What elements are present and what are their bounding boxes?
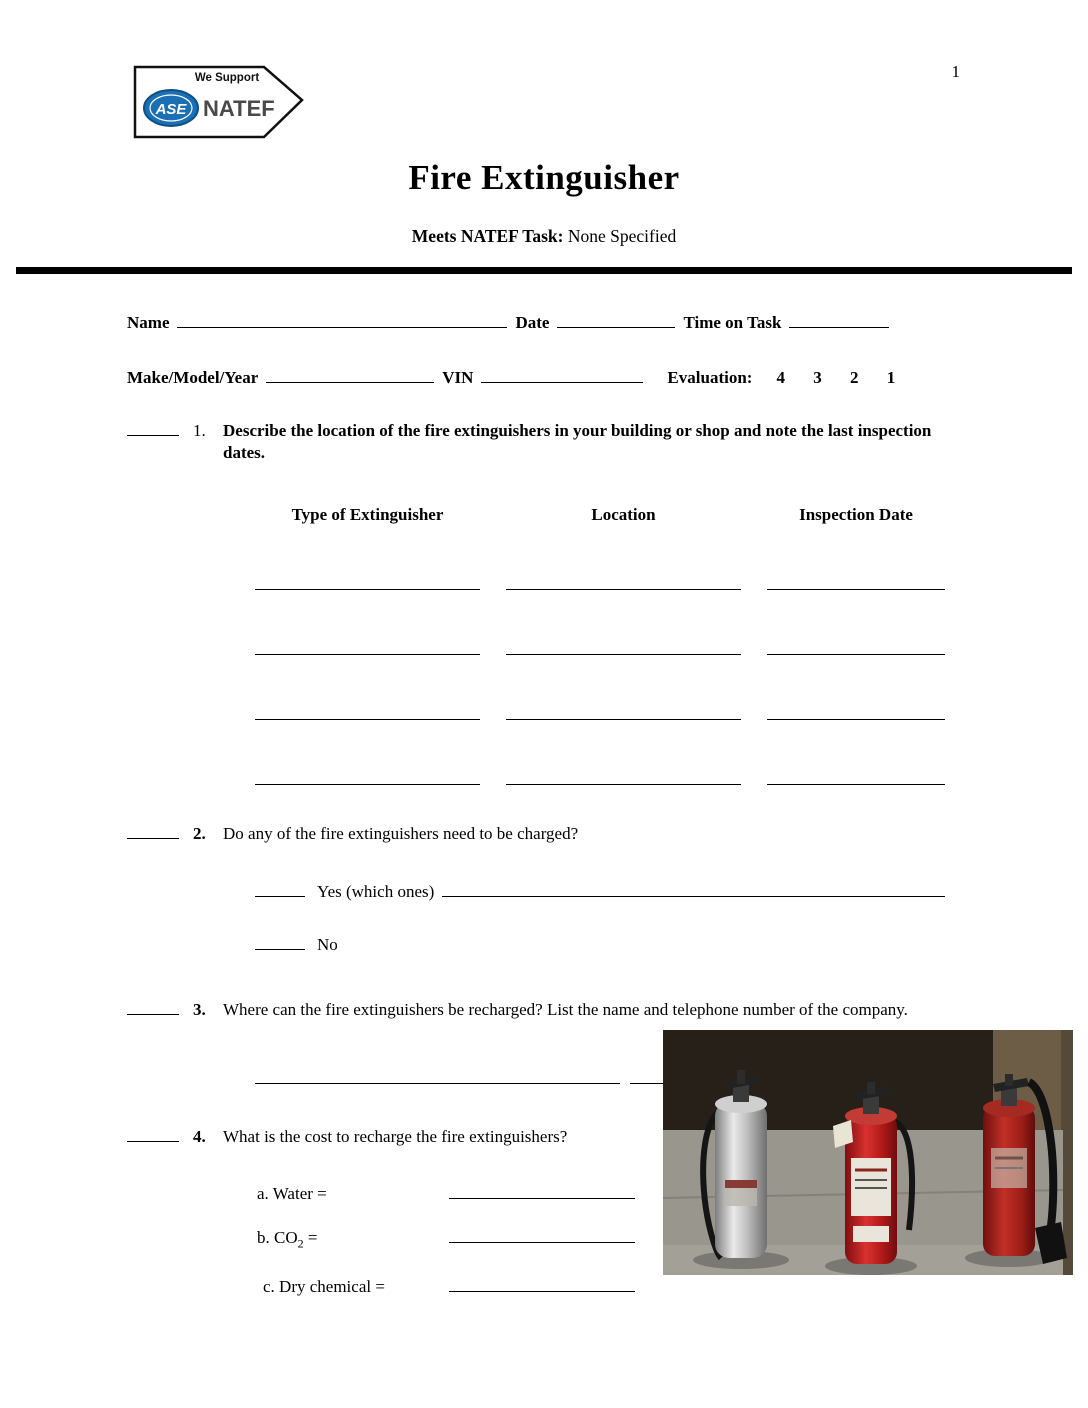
dry-chemical-cost-line bbox=[449, 1274, 635, 1292]
no-label: No bbox=[317, 935, 338, 955]
divider-rule bbox=[16, 267, 1072, 274]
task-value: None Specified bbox=[567, 226, 677, 246]
fire-extinguishers-image bbox=[663, 1030, 1073, 1275]
question-4-number: 4. bbox=[193, 1126, 206, 1146]
date-field-line bbox=[557, 310, 675, 328]
make-model-year-label: Make/Model/Year bbox=[127, 367, 259, 387]
inspection-cell-line bbox=[767, 702, 945, 720]
inspection-cell-line bbox=[767, 637, 945, 655]
evaluation-3: 3 bbox=[813, 367, 822, 387]
cost-item-dry-chemical bbox=[257, 1274, 945, 1297]
extinguisher-table bbox=[255, 505, 945, 784]
extinguisher-table-header bbox=[255, 505, 945, 525]
evaluation-4: 4 bbox=[776, 367, 785, 387]
water-cost-line bbox=[449, 1181, 635, 1199]
inspection-cell-line bbox=[767, 767, 945, 785]
vin-label: VIN bbox=[442, 367, 474, 387]
type-cell-line bbox=[255, 702, 480, 720]
co2-cost-line bbox=[449, 1226, 635, 1244]
column-inspection-header: Inspection Date bbox=[799, 505, 913, 525]
name-field-line bbox=[177, 310, 507, 328]
question-4-text: What is the cost to recharge the fire extinguishers? bbox=[223, 1126, 568, 1146]
question-2-text: Do any of the fire extinguishers need to be charged? bbox=[223, 823, 579, 843]
page-title: Fire Extinguisher bbox=[408, 158, 680, 197]
evaluation-label: Evaluation: bbox=[667, 367, 753, 387]
company-name-line bbox=[255, 1066, 620, 1084]
table-row bbox=[255, 637, 945, 655]
natef-task-line bbox=[0, 226, 1088, 247]
question-2-score-line bbox=[127, 821, 179, 839]
question-1-text: Describe the location of the fire extinguishers in your building or shop and note the last inspection dates. bbox=[223, 420, 932, 463]
location-cell-line bbox=[506, 572, 741, 590]
table-row bbox=[255, 702, 945, 720]
natef-text: NATEF bbox=[203, 96, 275, 121]
question-3 bbox=[127, 997, 945, 1022]
yes-label: Yes (which ones) bbox=[317, 882, 435, 902]
name-label: Name bbox=[127, 312, 170, 332]
question-3-score-line bbox=[127, 997, 179, 1015]
question-4-score-line bbox=[127, 1124, 179, 1142]
page-number: 1 bbox=[951, 62, 960, 81]
location-cell-line bbox=[506, 637, 741, 655]
question-3-text: Where can the fire extinguishers be recharged? List the name and telephone number of the company. bbox=[223, 1000, 908, 1020]
time-on-task-label: Time on Task bbox=[683, 312, 782, 332]
vin-field-line bbox=[481, 365, 643, 383]
co2-label-sub: 2 bbox=[297, 1236, 304, 1251]
natef-logo-graphic bbox=[133, 56, 305, 140]
type-cell-line bbox=[255, 572, 480, 590]
table-row bbox=[255, 767, 945, 785]
make-vin-line bbox=[127, 365, 945, 388]
ase-text: ASE bbox=[155, 101, 187, 118]
type-cell-line bbox=[255, 767, 480, 785]
logo-we-support-text: We Support bbox=[194, 72, 260, 84]
name-date-line bbox=[127, 310, 945, 333]
question-2-no-option bbox=[255, 932, 945, 955]
location-cell-line bbox=[506, 702, 741, 720]
co2-label bbox=[257, 1228, 449, 1251]
table-row bbox=[255, 572, 945, 590]
column-type-header: Type of Extinguisher bbox=[291, 505, 444, 525]
yes-check-line bbox=[255, 880, 305, 898]
date-label: Date bbox=[515, 312, 550, 332]
water-label: a. Water = bbox=[257, 1183, 327, 1203]
question-2-yes-option bbox=[255, 880, 945, 903]
question-2 bbox=[127, 821, 945, 846]
question-3-number: 3. bbox=[193, 1000, 206, 1020]
question-1 bbox=[127, 418, 945, 466]
location-cell-line bbox=[506, 767, 741, 785]
natef-logo bbox=[133, 56, 305, 145]
question-1-score-line bbox=[127, 418, 179, 436]
column-location-header: Location bbox=[591, 505, 656, 525]
no-check-line bbox=[255, 932, 305, 950]
evaluation-2: 2 bbox=[849, 367, 859, 387]
question-1-number: 1. bbox=[193, 420, 206, 440]
inspection-cell-line bbox=[767, 572, 945, 590]
co2-label-suffix: = bbox=[303, 1228, 318, 1248]
task-label: Meets NATEF Task: bbox=[411, 226, 564, 246]
dry-chemical-label: c. Dry chemical = bbox=[263, 1276, 385, 1296]
evaluation-scale bbox=[752, 368, 895, 388]
question-2-number: 2. bbox=[193, 823, 206, 843]
time-field-line bbox=[789, 310, 889, 328]
make-field-line bbox=[266, 365, 434, 383]
fire-extinguishers-photo bbox=[663, 1030, 1073, 1275]
type-cell-line bbox=[255, 637, 480, 655]
evaluation-1: 1 bbox=[886, 367, 896, 387]
which-ones-line bbox=[442, 880, 945, 898]
co2-label-prefix: b. CO bbox=[257, 1228, 298, 1248]
